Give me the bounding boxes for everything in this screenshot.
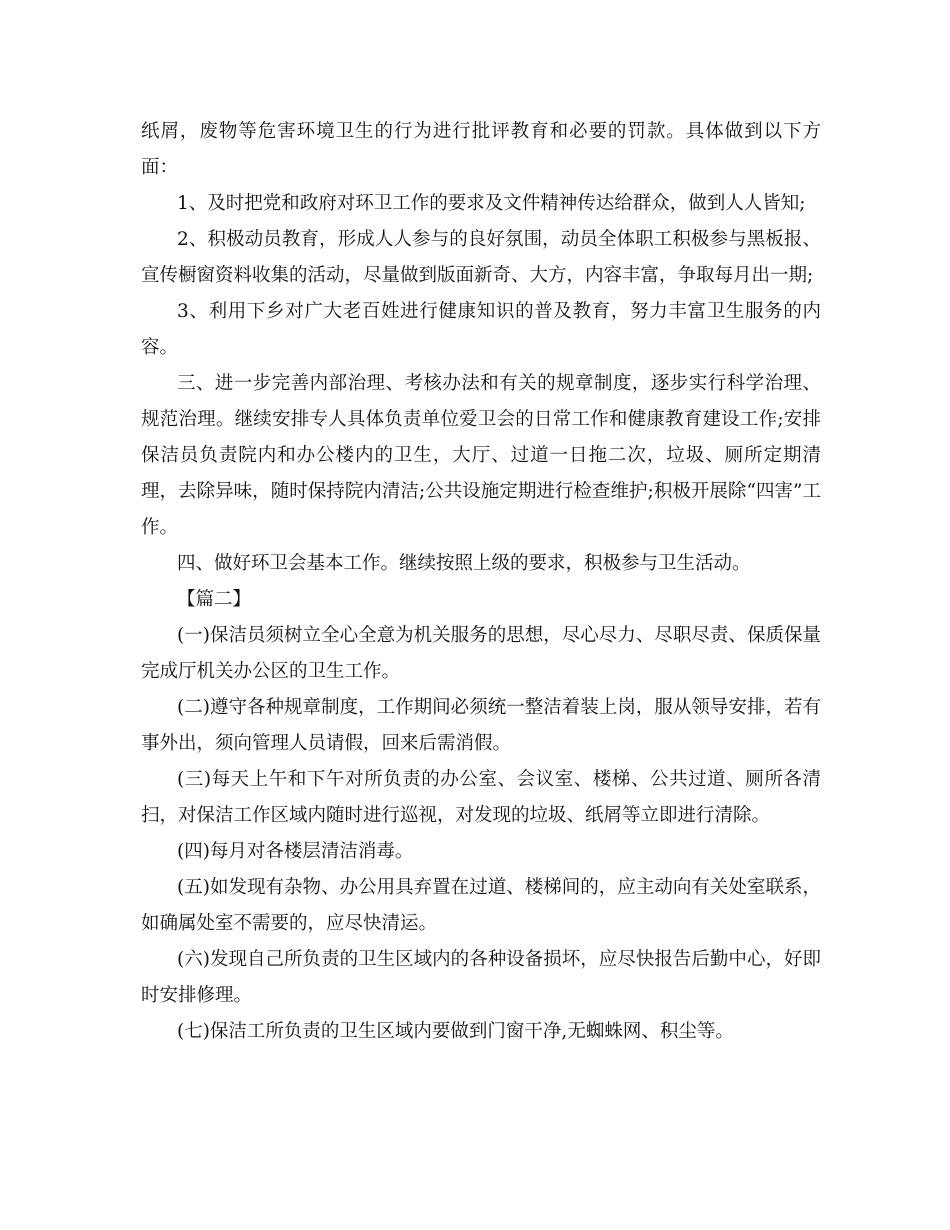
document-body xyxy=(141,114,821,1050)
section-heading-part-two: 【篇二】 xyxy=(177,589,252,610)
paragraph-section-three: 三、进一步完善内部治理、考核办法和有关的规章制度，逐步实行科学治理、规范治理。继续安排专人具体负责单位爱卫会的日常工作和健康教育建设工作;安排保洁员负责院内和办公楼内的卫生，大厅、过道一日拖二次，垃圾、厕所定期清理，去除异味，随时保持院内清洁;公共设施定期进行检查维护;积极开展除“四害”工作。 xyxy=(141,373,821,538)
paragraph-intro: 纸屑，废物等危害环境卫生的行为进行批评教育和必要的罚款。具体做到以下方面： xyxy=(141,121,821,178)
paragraph-section-four: 四、做好环卫会基本工作。继续按照上级的要求，积极参与卫生活动。 xyxy=(177,553,751,574)
paragraph-rule-6: (六)发现自己所负责的卫生区域内的各种设备损坏，应尽快报告后勤中心，好即时安排修理。 xyxy=(141,949,821,1006)
paragraph-rule-1: (一)保洁员须树立全心全意为机关服务的思想，尽心尽力、尽职尽责、保质保量完成厅机关办公区的卫生工作。 xyxy=(141,625,821,682)
paragraph-rule-4: (四)每月对各楼层清洁消毒。 xyxy=(177,841,414,862)
paragraph-item-3: 3、利用下乡对广大老百姓进行健康知识的普及教育，努力丰富卫生服务的内容。 xyxy=(141,301,821,358)
paragraph-item-2: 2、积极动员教育，形成人人参与的良好氛围，动员全体职工积极参与黑板报、宣传橱窗资料收集的活动，尽量做到版面新奇、大方，内容丰富，争取每月出一期; xyxy=(141,229,821,286)
paragraph-rule-2: (二)遵守各种规章制度，工作期间必须统一整洁着装上岗，服从领导安排，若有事外出，须向管理人员请假，回来后需消假。 xyxy=(141,697,821,754)
paragraph-rule-7: (七)保洁工所负责的卫生区域内要做到门窗干净,无蜘蛛网、积尘等。 xyxy=(177,1021,734,1042)
paragraph-item-1: 1、及时把党和政府对环卫工作的要求及文件精神传达给群众，做到人人皆知; xyxy=(177,193,806,214)
paragraph-rule-3: (三)每天上午和下午对所负责的办公室、会议室、楼梯、公共过道、厕所各清扫，对保洁工作区域内随时进行巡视，对发现的垃圾、纸屑等立即进行清除。 xyxy=(141,769,821,826)
paragraph-rule-5: (五)如发现有杂物、办公用具弃置在过道、楼梯间的，应主动向有关处室联系，如确属处室不需要的，应尽快清运。 xyxy=(141,877,821,934)
